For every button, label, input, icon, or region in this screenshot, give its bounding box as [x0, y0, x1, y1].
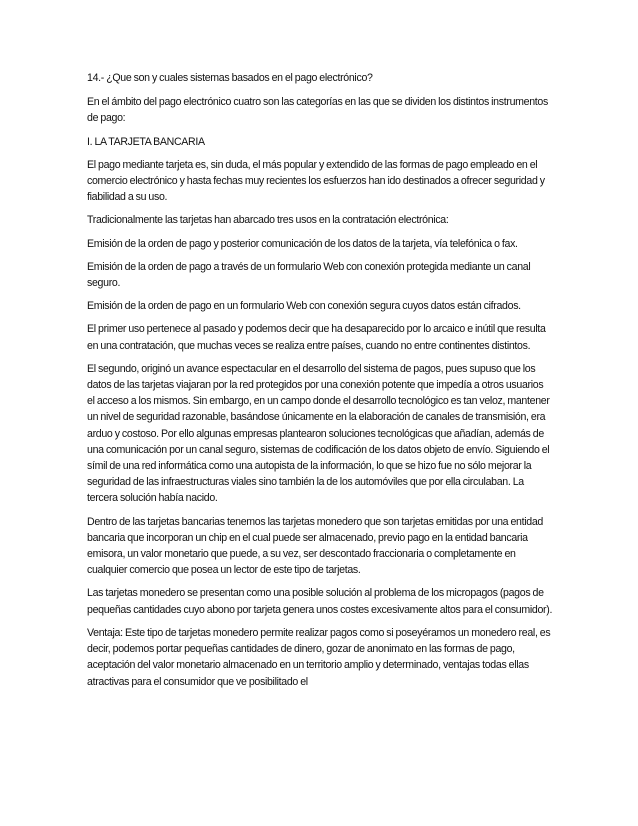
- paragraph-use-phone-fax: Emisión de la orden de pago y posterior comunicación de los datos de la tarjeta, vía telefónica o fax.: [87, 237, 518, 250]
- paragraph-advantage: Ventaja: Este tipo de tarjetas monedero permite realizar pagos como si poseyéramos un monedero real, es decir, podemos portar pequeñas cantidades de dinero, gozar de anonimato en las formas de pago, aceptación del valor monetario almacenado en un territorio amplio y determinado, ventajas todas ellas atractivas para el consumidor que ve posibilitado el: [87, 626, 551, 688]
- document-page: [87, 70, 553, 690]
- paragraph-first-use: El primer uso pertenece al pasado y podemos decir que ha desaparecido por lo arcaico e inútil que resulta en una contratación, que muchas veces se realiza entre países, cuando no entre continentes distintos.: [87, 323, 546, 352]
- section-heading: I. LA TARJETA BANCARIA: [87, 135, 205, 148]
- paragraph-micropayments: Las tarjetas monedero se presentan como una posible solución al problema de los micropagos (pagos de pequeñas cantidades cuyo abono por tarjeta genera unos costes excesivamente altos para el consumidor).: [87, 587, 553, 616]
- paragraph-second-use: El segundo, originó un avance espectacular en el desarrollo del sistema de pagos, pues supuso que los datos de las tarjetas viajaran por la red protegidos por una conexión potente que impedía a otros usuarios el acceso a los mismos. Sin embargo, en un campo donde el desarrollo tecnológico es tan veloz, mantener un nivel de seguridad razonable, basándose únicamente en la elaboración de canales de transmisión, era arduo y costoso. Por ello algunas empresas plantearon soluciones tecnológicas que añadían, además de una comunicación por un canal seguro, sistemas de codificación de los datos objeto de envío. Siguiendo el símil de una red informática como una autopista de la información, lo que se hizo fue no sólo mejorar la seguridad de las infraestructuras viales sino también la de los automóviles que por ella circulaban. La tercera solución había nacido.: [87, 362, 550, 505]
- paragraph-wallet-cards: Dentro de las tarjetas bancarias tenemos las tarjetas monedero que son tarjetas emitidas por una entidad bancaria que incorporan un chip en el cual puede ser almacenado, previo pago en la entidad bancaria emisora, un valor monetario que puede, a su vez, ser descontado fraccionaria o completamente en cualquier comercio que posea un lector de este tipo de tarjetas.: [87, 515, 543, 577]
- question-title: 14.- ¿Que son y cuales sistemas basados en el pago electrónico?: [87, 72, 373, 84]
- paragraph-use-encrypted: Emisión de la orden de pago en un formulario Web con conexión segura cuyos datos están cifrados.: [87, 300, 521, 313]
- intro-paragraph: En el ámbito del pago electrónico cuatro son las categorías en las que se dividen los distintos instrumentos de pago:: [87, 96, 548, 125]
- paragraph-card-payment: El pago mediante tarjeta es, sin duda, el más popular y extendido de las formas de pago empleado en el comercio electrónico y hasta fechas muy recientes los esfuerzos han ido destinados a ofrecer seguridad y fiabilidad a su uso.: [87, 158, 545, 204]
- paragraph-traditional-uses: Tradicionalmente las tarjetas han abarcado tres usos en la contratación electrónica:: [87, 214, 449, 227]
- paragraph-use-secure-channel: Emisión de la orden de pago a través de un formulario Web con conexión protegida mediante un canal seguro.: [87, 260, 531, 290]
